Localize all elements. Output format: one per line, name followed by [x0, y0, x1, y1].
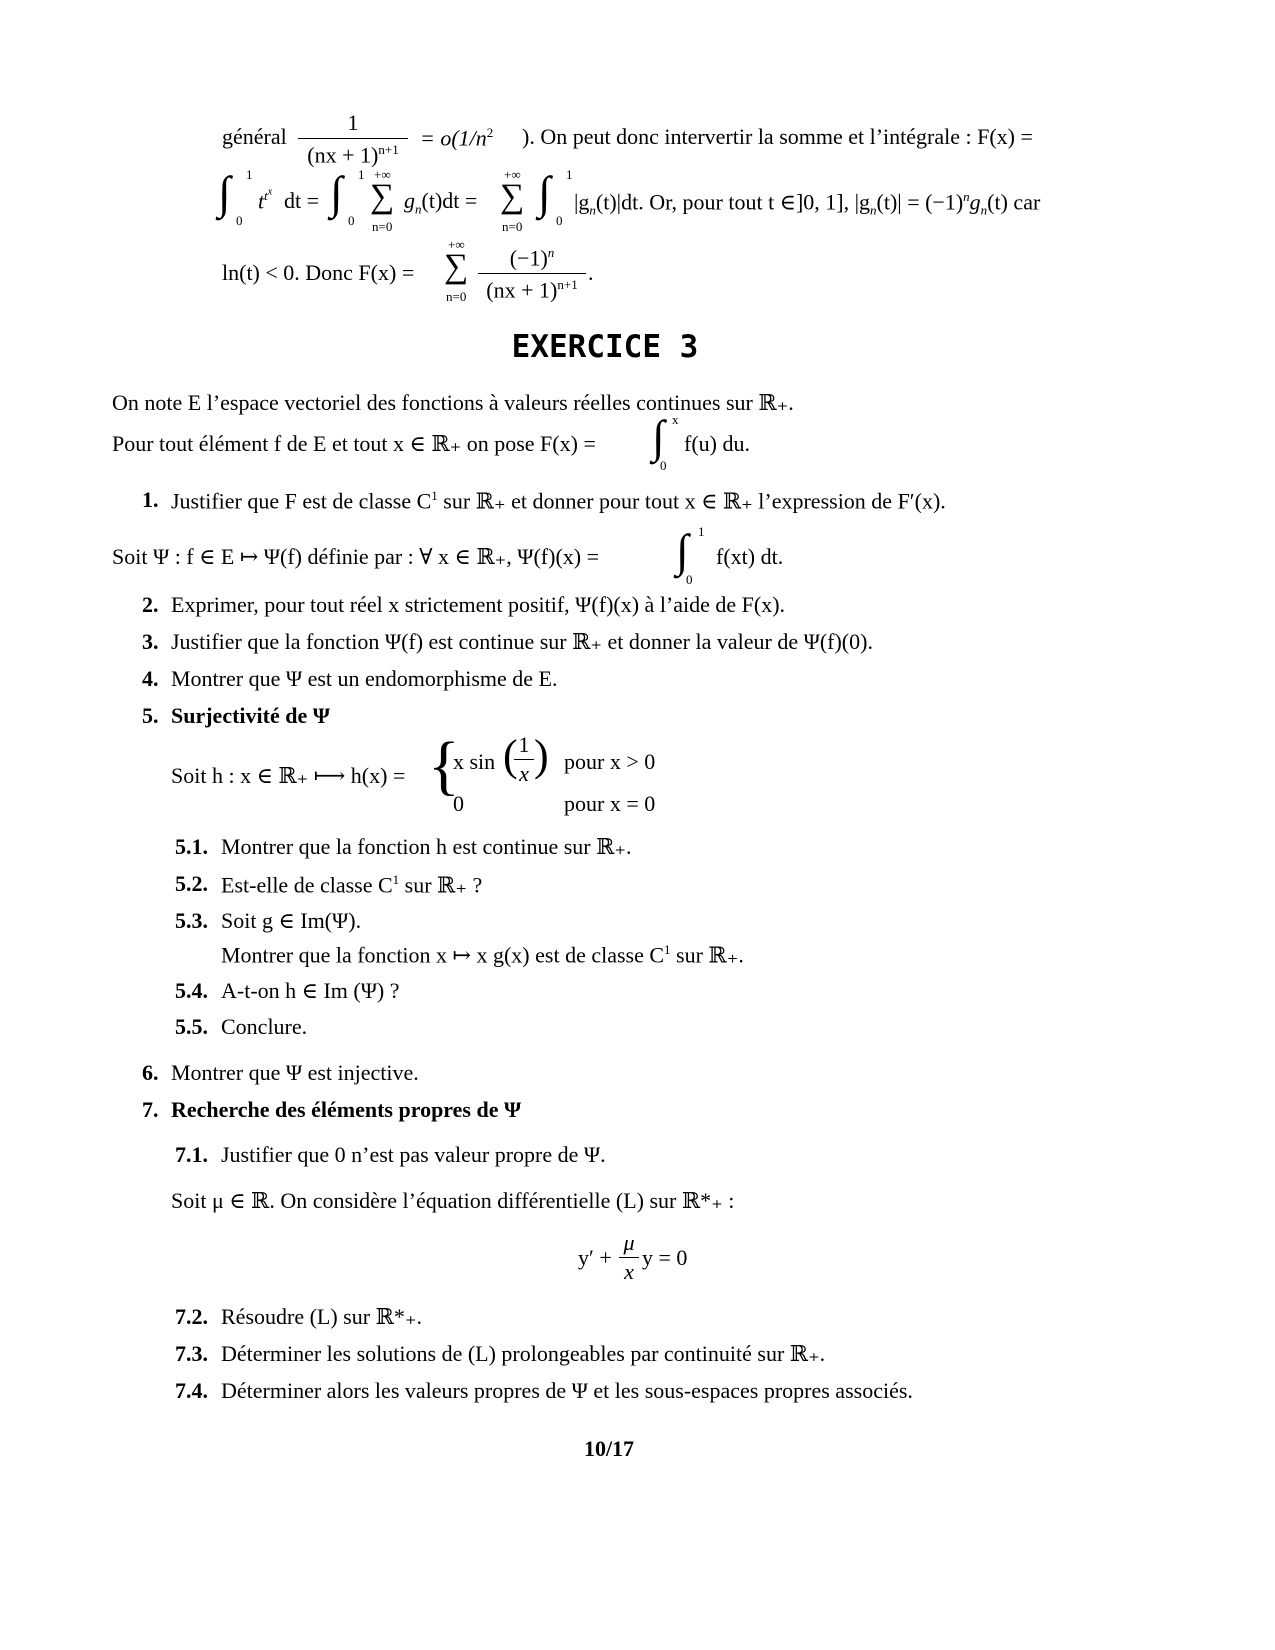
intro-int-upper: x — [672, 412, 679, 427]
abs-g-term — [574, 190, 1040, 217]
t-power-t-x — [258, 188, 272, 213]
abs-rest: (t)|dt. Or, pour tout t ∈]0, 1], |g — [595, 189, 871, 215]
integral-sign-2: ∫ — [330, 167, 343, 218]
h-cond2: pour x = 0 — [564, 791, 656, 816]
result-den: (nx + 1) — [486, 277, 558, 303]
h-case1: x sin — [453, 749, 496, 774]
integral-sign: ∫ — [218, 167, 231, 218]
int-upper: 1 — [246, 167, 253, 182]
abs-g-sub: n — [589, 202, 596, 218]
q71-text: Justifier que 0 n’est pas valeur propre de Ψ. — [221, 1142, 606, 1167]
mu-line: Soit μ ∈ ℝ. On considère l’équation différentielle (L) sur ℝ*₊ : — [171, 1188, 735, 1213]
period: . — [588, 260, 594, 285]
intro-line-1: On note E l’espace vectoriel des fonctions à valeurs réelles continues sur ℝ₊. — [112, 390, 794, 415]
g-n-term — [404, 190, 477, 215]
q53b-start: Montrer que la fonction x ↦ x g(x) est de classe C — [221, 942, 665, 968]
text-o-1-n2 — [420, 126, 493, 149]
psi-int-lower: 0 — [686, 572, 693, 587]
h-cond1: pour x > 0 — [564, 749, 656, 774]
exp-2: 2 — [486, 125, 494, 140]
q7-title: Recherche des éléments propres de Ψ — [171, 1097, 522, 1122]
h-frac-num: 1 — [518, 732, 530, 757]
q52-text — [221, 873, 482, 896]
result-den-exp: n+1 — [557, 277, 578, 293]
h-fraction — [514, 734, 534, 785]
q51-text: Montrer que la fonction h est continue sur ℝ₊. — [221, 834, 632, 859]
q2-text: Exprimer, pour tout réel x strictement positif, Ψ(f)(x) à l’aide de F(x). — [171, 592, 786, 617]
fraction-1-over-nx1 — [298, 112, 408, 166]
int2-upper: 1 — [358, 167, 365, 182]
q53-number: 5.3. — [175, 908, 208, 933]
q73-number: 7.3. — [175, 1341, 208, 1366]
intro-integral: ∫ — [652, 411, 665, 462]
eq-end: y = 0 — [642, 1245, 688, 1270]
integral-sign-3: ∫ — [538, 167, 551, 218]
int3-upper: 1 — [566, 167, 573, 182]
abs-g-sub-2: n — [870, 202, 877, 218]
q52-end: sur ℝ₊ ? — [404, 872, 483, 898]
q53-text-a: Soit g ∈ Im(Ψ). — [221, 908, 362, 933]
sum-sign-3: ∑ — [444, 248, 469, 285]
exp-n: n — [963, 189, 970, 204]
abs-g: |g — [574, 189, 590, 215]
q3-text: Justifier que la fonction Ψ(f) est continue sur ℝ₊ et donner la valeur de Ψ(f)(0). — [171, 629, 873, 654]
text-general: général — [222, 124, 287, 149]
t-base: t — [258, 188, 265, 214]
intro-line-2: Pour tout élément f de E et tout x ∈ ℝ₊ on pose F(x) = — [112, 431, 596, 456]
page-number: 10/17 — [583, 1436, 635, 1461]
q52-number: 5.2. — [175, 871, 208, 896]
dt-equals: dt = — [284, 188, 320, 213]
g-rest: (t)dt = — [421, 188, 478, 213]
q52-exp: 1 — [392, 872, 400, 887]
intro-int-lower: 0 — [660, 458, 667, 473]
q53-text-b — [221, 943, 744, 966]
q5-title: Surjectivité de Ψ — [171, 703, 330, 728]
q3-number: 3. — [142, 629, 159, 654]
frac-den-exponent: n+1 — [378, 142, 399, 157]
int-lower: 0 — [236, 213, 243, 228]
q6-number: 6. — [142, 1060, 159, 1085]
q74-number: 7.4. — [175, 1378, 208, 1403]
text-intervertir: ). On peut donc intervertir la somme et l’intégrale : F(x) = — [522, 124, 1033, 149]
q72-text: Résoudre (L) sur ℝ*₊. — [221, 1304, 422, 1329]
sum-upper: +∞ — [374, 167, 391, 182]
q51-number: 5.1. — [175, 834, 208, 859]
q1-end: sur ℝ₊ et donner pour tout x ∈ ℝ₊ l’expression de F′(x). — [443, 488, 946, 514]
exercise-title: EXERCICE 3 — [511, 329, 699, 365]
h-definition: Soit h : x ∈ ℝ₊ ⟼ h(x) = — [171, 763, 406, 788]
sum-lower: n=0 — [372, 219, 393, 234]
sum-sign: ∑ — [370, 178, 395, 215]
sum3-lower: n=0 — [446, 289, 467, 304]
h-frac-den: x — [519, 761, 529, 786]
q55-number: 5.5. — [175, 1014, 208, 1039]
frac-numerator: 1 — [347, 110, 359, 135]
frac-denominator: (nx + 1) — [307, 142, 379, 168]
h-case2: 0 — [453, 791, 464, 816]
q71-number: 7.1. — [175, 1142, 208, 1167]
q72-number: 7.2. — [175, 1304, 208, 1329]
result-num-exp: n — [547, 245, 555, 260]
g-letter: g — [404, 188, 415, 213]
eq-fraction — [619, 1232, 639, 1283]
g-end-sub: n — [980, 202, 988, 218]
ln-text: ln(t) < 0. Donc F(x) = — [222, 260, 415, 285]
fraction-result — [478, 246, 586, 302]
q1-number: 1. — [142, 487, 159, 512]
q53b-exp: 1 — [664, 942, 671, 957]
psi-definition: Soit Ψ : f ∈ E ↦ Ψ(f) définie par : ∀ x ∈ ℝ₊, Ψ(f)(x) = — [112, 544, 600, 569]
eq-start: y′ + — [578, 1245, 612, 1270]
q52-start: Est-elle de classe C — [221, 872, 393, 898]
q4-text: Montrer que Ψ est un endomorphisme de E. — [171, 666, 558, 691]
q7-number: 7. — [142, 1097, 159, 1122]
eq-num: μ — [623, 1230, 635, 1255]
q54-number: 5.4. — [175, 978, 208, 1003]
abs-rest-2: (t)| = (−1) — [876, 189, 964, 215]
sum2-lower: n=0 — [502, 219, 523, 234]
g-end: g — [969, 189, 981, 215]
q55-text: Conclure. — [221, 1014, 308, 1039]
car-text: (t) car — [987, 189, 1041, 215]
q73-text: Déterminer les solutions de (L) prolongeables par continuité sur ℝ₊. — [221, 1341, 826, 1366]
q53b-end: sur ℝ₊. — [676, 942, 744, 968]
int2-lower: 0 — [348, 213, 355, 228]
q1-start: Justifier que F est de classe C — [171, 488, 432, 514]
sum3-upper: +∞ — [448, 237, 465, 252]
sum-sign-2: ∑ — [500, 178, 525, 215]
q4-number: 4. — [142, 666, 159, 691]
q1-text — [171, 489, 946, 512]
result-num: (−1) — [509, 245, 548, 271]
psi-integrand: f(xt) dt. — [716, 544, 784, 569]
psi-integral: ∫ — [676, 525, 689, 576]
left-brace: { — [428, 729, 460, 802]
intro-integrand: f(u) du. — [684, 431, 750, 456]
paren-left: ( — [503, 731, 518, 780]
eq-den: x — [624, 1259, 634, 1284]
q74-text: Déterminer alors les valeurs propres de Ψ et les sous-espaces propres associés. — [221, 1378, 913, 1403]
psi-int-upper: 1 — [698, 524, 705, 539]
g-sub: n — [415, 201, 422, 217]
sum2-upper: +∞ — [504, 167, 521, 182]
q5-number: 5. — [142, 703, 159, 728]
q1-exp: 1 — [431, 488, 438, 503]
t-exp: t — [264, 188, 268, 204]
int3-lower: 0 — [556, 213, 563, 228]
paren-right: ) — [534, 731, 549, 780]
q54-text: A-t-on h ∈ Im (Ψ) ? — [221, 978, 400, 1003]
eq-o: = o(1/n — [420, 125, 487, 151]
q2-number: 2. — [142, 592, 159, 617]
q6-text: Montrer que Ψ est injective. — [171, 1060, 419, 1085]
t-exp-x: x — [267, 187, 273, 198]
